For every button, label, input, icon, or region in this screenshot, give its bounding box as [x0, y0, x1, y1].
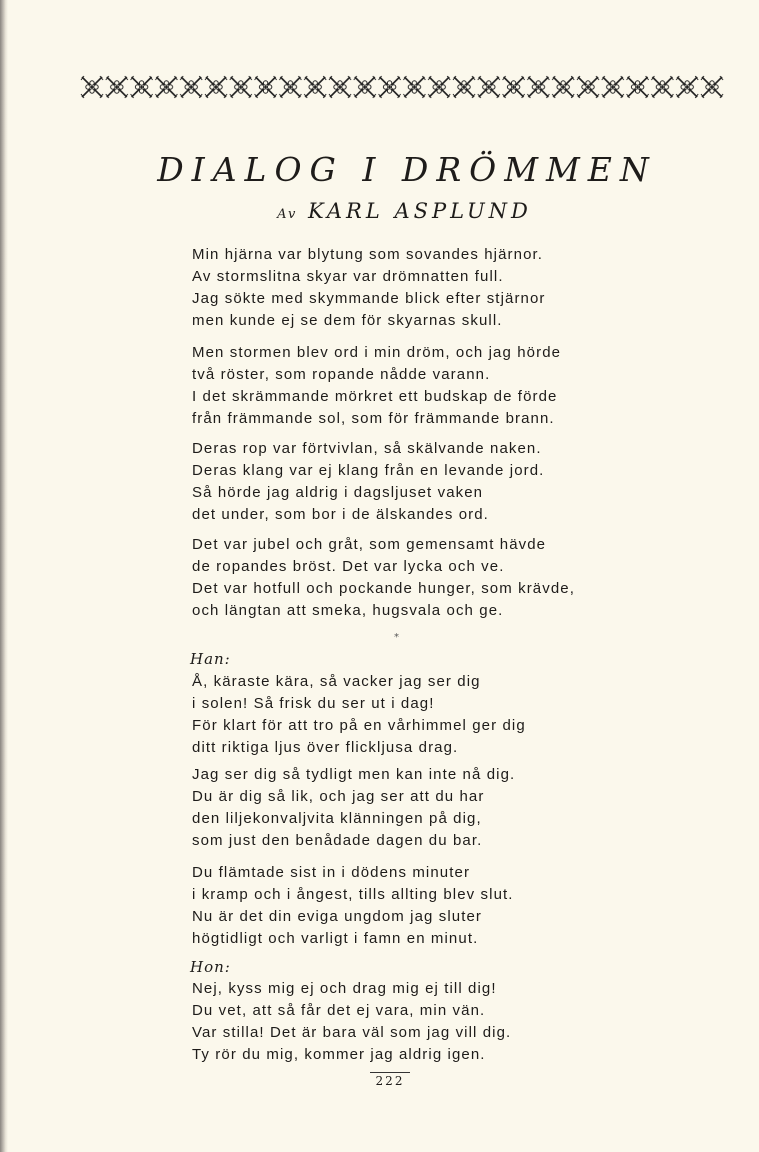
verse-line: från främmande sol, som för främmande brann.: [192, 410, 555, 427]
stanza: [192, 862, 514, 950]
verse-line: Av stormslitna skyar var drömnatten full.: [192, 268, 504, 285]
section-separator: *: [394, 632, 399, 643]
poem-title: DIALOG I DRÖMMEN: [157, 150, 657, 189]
verse-line: som just den benådade dagen du bar.: [192, 832, 483, 849]
author-name: KARL ASPLUND: [308, 199, 532, 223]
verse-line: För klart för att tro på en vårhimmel ger dig: [192, 717, 526, 734]
verse-line: Jag sökte med skymmande blick efter stjärnor: [192, 290, 546, 307]
verse-line: Var stilla! Det är bara väl som jag vill dig.: [192, 1024, 512, 1041]
verse-line: Du flämtade sist in i dödens minuter: [192, 864, 471, 881]
verse-line: Nej, kyss mig ej och drag mig ej till dig!: [192, 980, 497, 997]
verse-line: Det var hotfull och pockande hunger, som krävde,: [192, 580, 575, 597]
verse-line: Jag ser dig så tydligt men kan inte nå dig.: [192, 766, 516, 783]
verse-line: Men stormen blev ord i min dröm, och jag hörde: [192, 344, 562, 361]
stanza: [192, 671, 526, 759]
stanza: [192, 342, 561, 430]
speaker-label-hon: Hon:: [190, 958, 231, 976]
page-number: 222: [370, 1072, 410, 1089]
verse-line: de ropandes bröst. Det var lycka och ve.: [192, 558, 505, 575]
verse-line: i solen! Så frisk du ser ut i dag!: [192, 695, 435, 712]
stanza: [192, 244, 546, 332]
verse-line: Deras klang var ej klang från en levande jord.: [192, 462, 545, 479]
verse-line: ditt riktiga ljus över flickljusa drag.: [192, 739, 459, 756]
verse-line: i kramp och i ångest, tills allting blev slut.: [192, 886, 514, 903]
verse-line: Å, käraste kära, så vacker jag ser dig: [192, 673, 481, 690]
verse-line: och längtan att smeka, hugsvala och ge.: [192, 602, 504, 619]
verse-line: den liljekonvaljvita klänningen på dig,: [192, 810, 482, 827]
verse-line: det under, som bor i de älskandes ord.: [192, 506, 489, 523]
stanza: [192, 438, 544, 526]
verse-line: Ty rör du mig, kommer jag aldrig igen.: [192, 1046, 486, 1063]
byline-prefix: Av: [277, 207, 298, 222]
verse-line: högtidligt och varligt i famn en minut.: [192, 930, 479, 947]
verse-line: Du vet, att så får det ej vara, min vän.: [192, 1002, 486, 1019]
verse-line: Så hörde jag aldrig i dagsljuset vaken: [192, 484, 484, 501]
stanza: [192, 764, 515, 852]
byline: [0, 199, 759, 223]
verse-line: Deras rop var förtvivlan, så skälvande naken.: [192, 440, 542, 457]
verse-line: Nu är det din eviga ungdom jag sluter: [192, 908, 483, 925]
verse-line: Min hjärna var blytung som sovandes hjärnor.: [192, 246, 544, 263]
verse-line: Du är dig så lik, och jag ser att du har: [192, 788, 485, 805]
verse-line: men kunde ej se dem för skyarnas skull.: [192, 312, 503, 329]
speaker-label-han: Han:: [190, 650, 231, 668]
verse-line: I det skrämmande mörkret ett budskap de förde: [192, 388, 558, 405]
verse-line: Det var jubel och gråt, som gemensamt hävde: [192, 536, 547, 553]
verse-line: två röster, som ropande nådde varann.: [192, 366, 491, 383]
stanza: [192, 978, 511, 1066]
decorative-border-ornament: [80, 74, 725, 100]
stanza: [192, 534, 575, 622]
